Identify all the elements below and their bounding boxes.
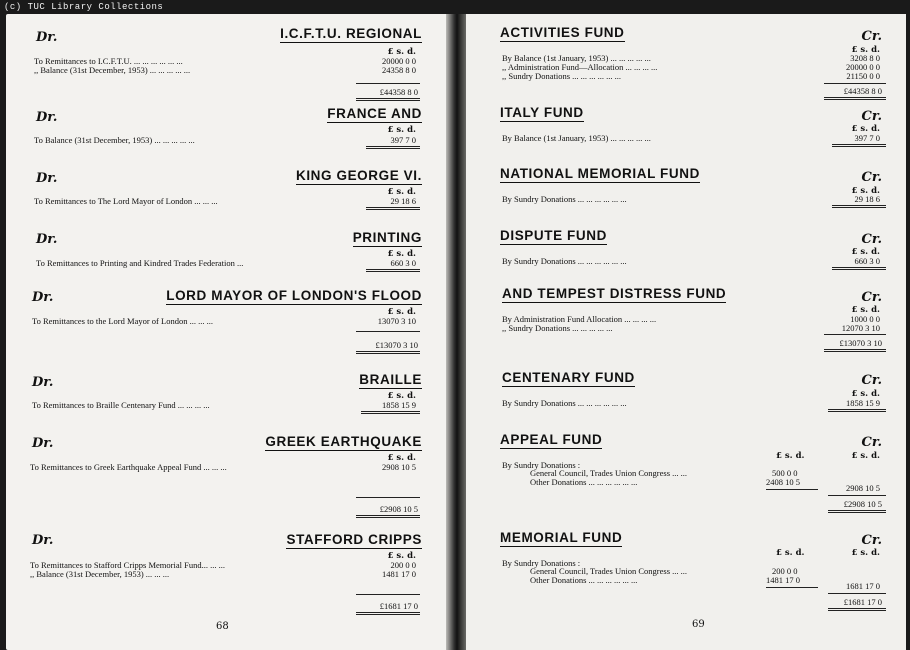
ledger-line: By Sundry Donations ... ... ... ... ... ... (502, 256, 627, 266)
ledger-subtotal: 2908 10 5 (846, 483, 880, 493)
rule (828, 593, 886, 594)
section-title: CENTENARY FUND (502, 370, 635, 385)
double-rule (356, 612, 420, 615)
section-title: AND TEMPEST DISTRESS FUND (502, 286, 727, 301)
rule (766, 489, 818, 490)
lsd-header-inner: £ s. d. (776, 548, 805, 558)
ledger-amount: 20000 0 0 (846, 62, 880, 72)
ledger-intro: By Sundry Donations : (502, 558, 581, 568)
ledger-amount: 1858 15 9 (382, 400, 416, 410)
lsd-header: £ s. d. (387, 453, 416, 463)
ledger-line: To Remittances to the Lord Mayor of London ... ... ... (32, 316, 213, 326)
ledger-amount: 1481 17 0 (382, 569, 416, 579)
rule (828, 495, 886, 496)
ledger-line: To Remittances to I.C.F.T.U. ... ... ... ... ... ... (34, 56, 183, 66)
section-title: DISPUTE FUND (500, 228, 607, 243)
ledger-amount: 1858 15 9 (846, 398, 880, 408)
dr-label: Dr. (32, 375, 54, 390)
dr-label: Dr. (32, 436, 54, 451)
ledger-line: By Administration Fund Allocation ... ... ... ... (502, 314, 657, 324)
lsd-header: £ s. d. (387, 391, 416, 401)
ledger-line: To Remittances to Stafford Cripps Memorial Fund... ... ... (30, 560, 225, 570)
lsd-header: £ s. d. (851, 389, 880, 399)
dr-label: Dr. (32, 290, 54, 305)
section-title: PRINTING (352, 230, 422, 245)
double-rule (832, 267, 886, 270)
ledger-intro: By Sundry Donations : (502, 460, 581, 470)
ledger-amount: 29 18 6 (390, 196, 416, 206)
ledger-amount: 660 3 0 (854, 256, 880, 266)
double-rule (361, 411, 420, 414)
lsd-header: £ s. d. (851, 45, 880, 55)
lsd-header: £ s. d. (851, 451, 880, 461)
ledger-line: By Sundry Donations ... ... ... ... ... ... (502, 398, 627, 408)
dr-label: Dr. (36, 30, 58, 45)
double-rule (366, 146, 420, 149)
ledger-subtotal: 1681 17 0 (846, 581, 880, 591)
lsd-header: £ s. d. (851, 247, 880, 257)
lsd-header: £ s. d. (387, 307, 416, 317)
section-title: STAFFORD CRIPPS (286, 532, 422, 547)
ledger-line: To Remittances to Printing and Kindred Trades Federation ... (36, 258, 244, 268)
section-title: GREEK EARTHQUAKE (265, 434, 422, 449)
section-title: BRAILLE (359, 372, 422, 387)
rule (356, 331, 420, 332)
section-title: APPEAL FUND (500, 432, 603, 447)
ledger-amount: 660 3 0 (390, 258, 416, 268)
cr-label: Cr. (861, 435, 882, 450)
ledger-amount: 200 0 0 (390, 560, 416, 570)
ledger-line: General Council, Trades Union Congress ... ... (530, 468, 688, 478)
double-rule (824, 97, 886, 100)
section-title: MEMORIAL FUND (500, 530, 623, 545)
double-rule (356, 515, 420, 518)
section-title: KING GEORGE VI. (295, 168, 422, 183)
ledger-line: ,, Administration Fund—Allocation ... ... ... ... (502, 62, 658, 72)
page-number: 68 (216, 621, 229, 632)
ledger-total: £1681 17 0 (843, 597, 882, 607)
ledger-line: By Sundry Donations ... ... ... ... ... ... (502, 194, 627, 204)
ledger-amount: 12070 3 10 (841, 323, 880, 333)
dr-label: Dr. (32, 533, 54, 548)
ledger-total: £44358 8 0 (379, 87, 418, 97)
ledger-line: ,, Sundry Donations ... ... ... ... ... (502, 323, 613, 333)
ledger-amount: 21150 0 0 (846, 71, 880, 81)
double-rule (828, 409, 886, 412)
section-title: ACTIVITIES FUND (500, 25, 625, 40)
cr-label: Cr. (861, 109, 882, 124)
ledger-amount: 1000 0 0 (850, 314, 880, 324)
ledger-line: By Balance (1st January, 1953) ... ... ... ... ... (502, 133, 651, 143)
ledger-line: ,, Sundry Donations ... ... ... ... ... ... (502, 71, 621, 81)
cr-label: Cr. (861, 29, 882, 44)
ledger-line: To Remittances to The Lord Mayor of London ... ... ... (34, 196, 218, 206)
dr-label: Dr. (36, 171, 58, 186)
lsd-header: £ s. d. (387, 47, 416, 57)
rule (356, 83, 420, 84)
lsd-header: £ s. d. (387, 125, 416, 135)
rule (824, 83, 886, 84)
lsd-header: £ s. d. (851, 305, 880, 315)
ledger-line: Other Donations ... ... ... ... ... ... (530, 477, 638, 487)
cr-label: Cr. (861, 232, 882, 247)
ledger-amount: 13070 3 10 (377, 316, 416, 326)
cr-label: Cr. (861, 290, 882, 305)
ledger-amount: 20000 0 0 (382, 56, 416, 66)
ledger-line: ,, Balance (31st December, 1953) ... ... ... (30, 569, 170, 579)
lsd-header: £ s. d. (851, 186, 880, 196)
ledger-amount: 2408 10 5 (766, 477, 800, 487)
rule (766, 587, 818, 588)
ledger-amount: 2908 10 5 (382, 462, 416, 472)
double-rule (828, 510, 886, 513)
rule (824, 334, 886, 335)
double-rule (824, 349, 886, 352)
ledger-amount: 397 7 0 (854, 133, 880, 143)
double-rule (356, 98, 420, 101)
ledger-amount: 200 0 0 (772, 566, 798, 576)
ledger-total: £2908 10 5 (379, 504, 418, 514)
cr-label: Cr. (861, 170, 882, 185)
cr-label: Cr. (861, 533, 882, 548)
lsd-header: £ s. d. (851, 124, 880, 134)
double-rule (366, 269, 420, 272)
double-rule (832, 205, 886, 208)
page-number: 69 (692, 619, 705, 630)
ledger-line: ,, Balance (31st December, 1953) ... ... ... ... ... (34, 65, 191, 75)
section-title: NATIONAL MEMORIAL FUND (500, 166, 700, 181)
section-title: I.C.F.T.U. REGIONAL (280, 26, 422, 41)
lsd-header: £ s. d. (387, 187, 416, 197)
ledger-total: £13070 3 10 (839, 338, 882, 348)
left-page (6, 14, 446, 650)
section-title: LORD MAYOR OF LONDON'S FLOOD (166, 288, 422, 303)
double-rule (832, 144, 886, 147)
double-rule (356, 351, 420, 354)
cr-label: Cr. (861, 373, 882, 388)
right-page (466, 14, 906, 650)
ledger-total: £13070 3 10 (375, 340, 418, 350)
dr-label: Dr. (36, 232, 58, 247)
dr-label: Dr. (36, 110, 58, 125)
double-rule (366, 207, 420, 210)
section-title: FRANCE AND (327, 106, 422, 121)
ledger-amount: 3208 8 0 (850, 53, 880, 63)
collection-watermark: (c) TUC Library Collections (4, 2, 164, 12)
ledger-line: To Remittances to Greek Earthquake Appeal Fund ... ... ... (30, 462, 227, 472)
lsd-header: £ s. d. (387, 551, 416, 561)
book-gutter (446, 14, 466, 650)
rule (356, 497, 420, 498)
lsd-header-inner: £ s. d. (776, 451, 805, 461)
ledger-amount: 397 7 0 (390, 135, 416, 145)
ledger-line: General Council, Trades Union Congress ... ... (530, 566, 688, 576)
ledger-line: To Balance (31st December, 1953) ... ... ... ... ... (34, 135, 195, 145)
ledger-amount: 1481 17 0 (766, 575, 800, 585)
ledger-line: By Balance (1st January, 1953) ... ... ... ... ... (502, 53, 651, 63)
section-title: ITALY FUND (500, 105, 584, 120)
lsd-header: £ s. d. (387, 249, 416, 259)
ledger-amount: 500 0 0 (772, 468, 798, 478)
ledger-amount: 29 18 6 (854, 194, 880, 204)
lsd-header: £ s. d. (851, 548, 880, 558)
ledger-line: To Remittances to Braille Centenary Fund ... ... ... ... (32, 400, 210, 410)
rule (356, 594, 420, 595)
ledger-total: £1681 17 0 (379, 601, 418, 611)
ledger-total: £44358 8 0 (843, 86, 882, 96)
ledger-amount: 24358 8 0 (382, 65, 416, 75)
ledger-line: Other Donations ... ... ... ... ... ... (530, 575, 638, 585)
ledger-total: £2908 10 5 (843, 499, 882, 509)
double-rule (828, 608, 886, 611)
